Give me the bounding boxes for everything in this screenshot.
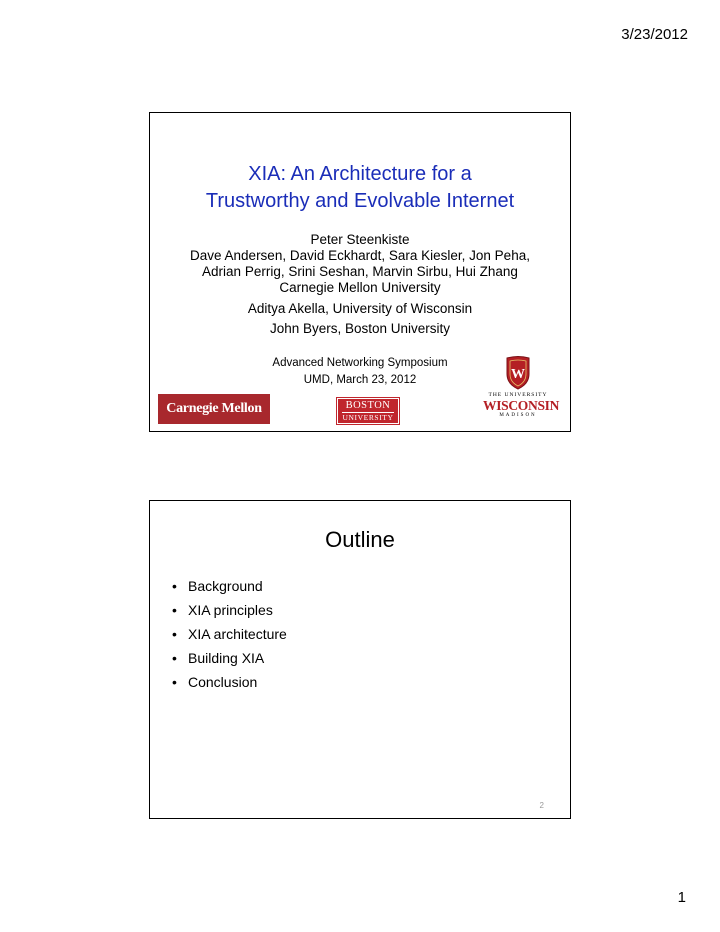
author-line: Dave Andersen, David Eckhardt, Sara Kiesler, Jon Peha,: [190, 248, 530, 263]
bullet-icon: •: [172, 674, 177, 690]
uw-logo-top: THE UNIVERSITY: [488, 392, 548, 398]
author-line: Adrian Perrig, Srini Seshan, Marvin Sirbu, Hui Zhang: [202, 264, 518, 279]
author-list: [150, 232, 570, 337]
list-item: • XIA architecture: [172, 622, 287, 646]
list-item: • Conclusion: [172, 670, 287, 694]
page-number: 1: [677, 889, 686, 906]
list-item: • Building XIA: [172, 646, 287, 670]
slide-title: [149, 112, 571, 432]
bullet-icon: •: [172, 602, 177, 618]
uw-logo-name: WISCONSIN: [483, 398, 560, 413]
venue-date: UMD, March 23, 2012: [303, 374, 417, 386]
affiliation-boston: John Byers, Boston University: [269, 321, 451, 336]
uw-crest-icon: [504, 356, 532, 390]
outline-list: [172, 574, 287, 694]
outline-title: Outline: [325, 527, 395, 552]
slide-outline: [149, 500, 571, 819]
title-line-2: Trustworthy and Evolvable Internet: [205, 190, 515, 212]
uw-logo: [483, 356, 560, 426]
bullet-icon: •: [172, 626, 177, 642]
svg-text:W: W: [511, 367, 525, 382]
slide-number: 2: [539, 801, 544, 810]
bu-logo-line1: BOSTON: [345, 400, 391, 411]
list-item: • XIA principles: [172, 598, 287, 622]
bullet-icon: •: [172, 650, 177, 666]
bullet-icon: •: [172, 578, 177, 594]
title-line-1: XIA: An Architecture for a: [248, 163, 472, 185]
page-date: 3/23/2012: [621, 26, 688, 43]
bu-logo-line2: UNIVERSITY: [342, 413, 394, 422]
affiliation-wisconsin: Aditya Akella, University of Wisconsin: [247, 301, 473, 316]
slide-title-heading: [150, 161, 570, 215]
venue-name: Advanced Networking Symposium: [272, 357, 448, 369]
cmu-logo: Carnegie Mellon: [158, 394, 270, 424]
bu-logo: [337, 398, 399, 424]
list-item: • Background: [172, 574, 287, 598]
uw-logo-bottom: MADISON: [499, 413, 537, 418]
author-lead: Peter Steenkiste: [310, 232, 410, 247]
affiliation-cmu: Carnegie Mellon University: [279, 280, 441, 295]
